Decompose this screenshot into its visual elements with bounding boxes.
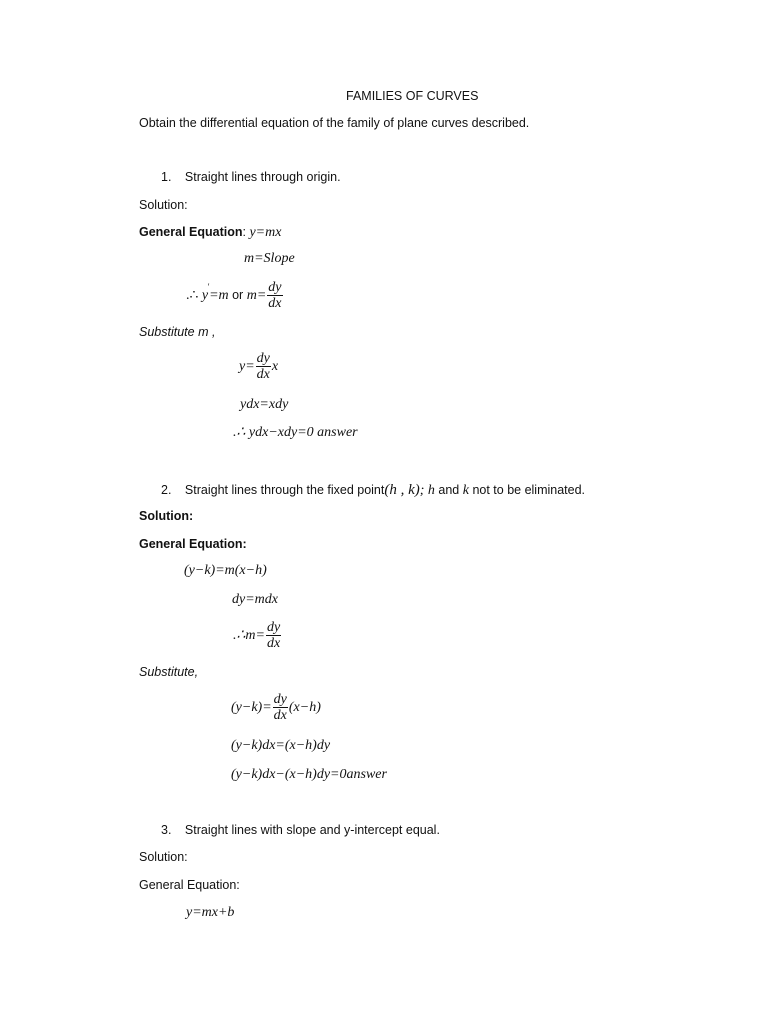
problem-2-text: Straight lines through the fixed point bbox=[184, 483, 385, 497]
problem-2 bbox=[161, 481, 585, 500]
fraction-dy-dx bbox=[267, 280, 282, 311]
var-h: h bbox=[427, 483, 435, 498]
problem-2-solution-label: Solution: bbox=[139, 509, 194, 523]
numerator: dy bbox=[256, 351, 270, 366]
therefore-symbol: .∴ bbox=[186, 287, 199, 303]
prime-mark: ' bbox=[207, 281, 210, 292]
equation-slope-intercept: y=mx+b bbox=[186, 905, 235, 920]
var-x: x bbox=[271, 358, 279, 374]
fixed-point: (h , k) bbox=[384, 482, 420, 498]
equation-slope: m=Slope bbox=[244, 251, 295, 266]
equation: (y−k)dx−(x−h)dy=0 bbox=[231, 767, 347, 782]
equation-m-derivative bbox=[233, 620, 282, 651]
equation-answer-2 bbox=[231, 767, 387, 784]
or-text: or bbox=[232, 287, 244, 302]
equation-substituted bbox=[239, 351, 278, 382]
problem-1-solution-label: Solution: bbox=[139, 198, 188, 212]
problem-1-general-equation bbox=[139, 225, 281, 242]
equation-substituted bbox=[231, 692, 321, 723]
problem-3-general-label: General Equation: bbox=[139, 878, 240, 892]
equation-point-slope: (y−k)=m(x−h) bbox=[184, 563, 267, 578]
m-equals: m= bbox=[246, 287, 267, 303]
fraction-dy-dx bbox=[266, 620, 281, 651]
equation-ydx-xdy: ydx=xdy bbox=[240, 397, 289, 412]
problem-1-number: 1. bbox=[161, 170, 172, 184]
substitute-label: Substitute, bbox=[139, 665, 199, 679]
general-equation-label: General Equation bbox=[139, 225, 243, 239]
m-equals: .∴m= bbox=[233, 627, 265, 643]
var-k: k bbox=[462, 483, 469, 498]
page-title: FAMILIES OF CURVES bbox=[346, 89, 479, 103]
problem-3 bbox=[161, 823, 440, 838]
denominator: dx bbox=[268, 296, 282, 311]
answer-label: answer bbox=[346, 767, 387, 782]
problem-2-general-label: General Equation: bbox=[139, 537, 247, 551]
rhs: (x−h) bbox=[288, 699, 321, 715]
problem-3-number: 3. bbox=[161, 823, 172, 837]
substitute-label: Substitute m , bbox=[139, 325, 216, 339]
problem-1-text: Straight lines through origin. bbox=[184, 170, 341, 184]
problem-2-number: 2. bbox=[161, 483, 172, 497]
problem-3-text: Straight lines with slope and y-intercept equal. bbox=[184, 823, 440, 837]
fraction-dy-dx bbox=[273, 692, 288, 723]
numerator: dy bbox=[273, 692, 287, 707]
equation-dy-mdx: dy=mdx bbox=[232, 592, 278, 607]
problem-2-text-end: not to be eliminated. bbox=[472, 483, 586, 497]
problem-1 bbox=[161, 170, 341, 185]
problem-3-solution-label: Solution: bbox=[139, 850, 188, 864]
equals-m: =m bbox=[209, 287, 229, 303]
y-equals: y= bbox=[239, 358, 255, 374]
fraction-dy-dx bbox=[256, 351, 271, 382]
equation-derivative bbox=[186, 280, 284, 311]
denominator: dx bbox=[273, 708, 287, 723]
numerator: dy bbox=[266, 620, 281, 635]
colon: : bbox=[242, 225, 246, 239]
and-text: and bbox=[438, 483, 460, 497]
answer-label: answer bbox=[317, 425, 358, 440]
equation: y=mx bbox=[249, 225, 282, 240]
semicolon: ; bbox=[419, 483, 425, 498]
lhs: (y−k)= bbox=[231, 699, 272, 715]
equation-answer-1 bbox=[233, 425, 358, 442]
var-y: y bbox=[201, 287, 209, 303]
denominator: dx bbox=[266, 636, 281, 651]
equation-cross-multiplied: (y−k)dx=(x−h)dy bbox=[231, 738, 331, 753]
numerator: dy bbox=[268, 280, 282, 295]
equation: .∴ ydx−xdy=0 bbox=[233, 425, 314, 440]
intro-text: Obtain the differential equation of the family of plane curves described. bbox=[139, 116, 530, 130]
denominator: dx bbox=[256, 367, 270, 382]
